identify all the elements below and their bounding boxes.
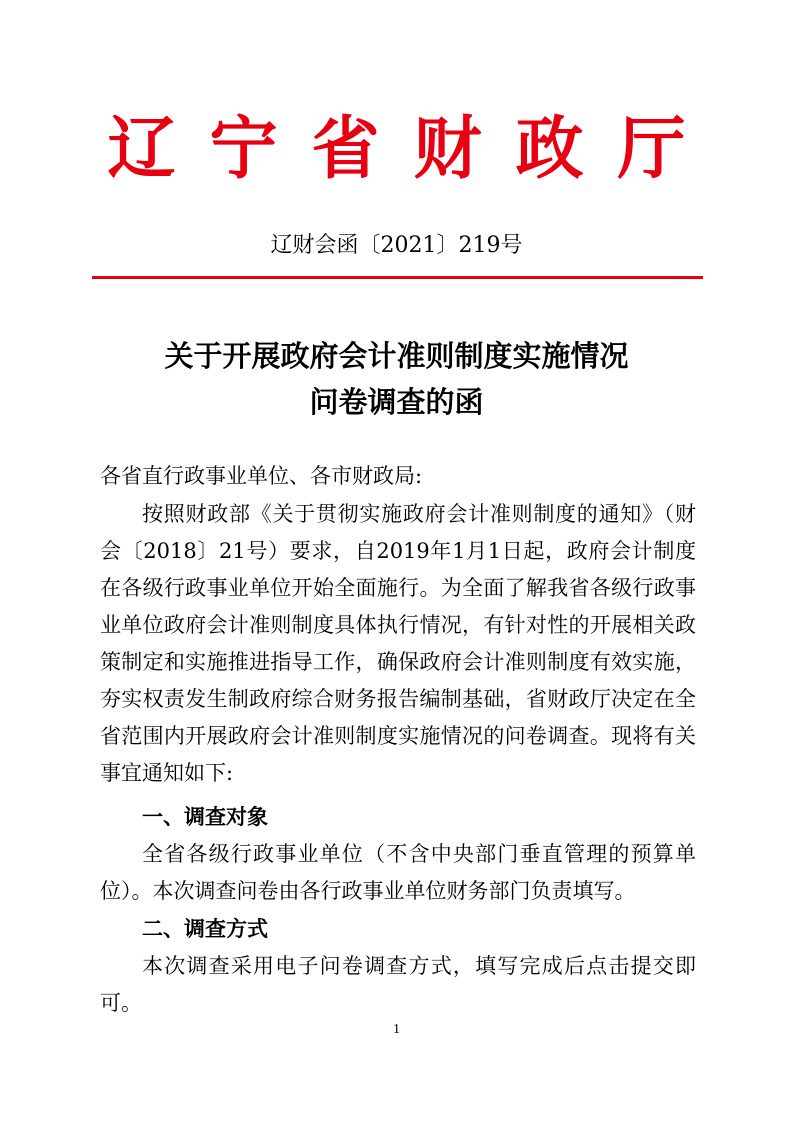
section-1-heading: 一、调查对象 — [142, 805, 268, 829]
section-2-body: 本次调查采用电子问卷调查方式，填写完成后点击提交即可。 — [100, 954, 696, 1015]
intro-paragraph: 按照财政部《关于贯彻实施政府会计准则制度的通知》（财会〔2018〕21号）要求，自2019年1月1日起，政府会计制度在各级行政事业单位开始全面施行。为全面了解我省各级行政事业单位政府会计准则制度具体执行情况，有针对性的开展相关政策制定和实施推进指导工作，确保政府会计准则制度有效实施，夯实权责发生制政府综合财务报告编制基础，省财政厅决定在全省范围内开展政府会计准则制度实施情况的问卷调查。现将有关事宜通知如下: — [100, 502, 696, 785]
section-2-heading: 二、调查方式 — [142, 917, 268, 941]
masthead-title: 辽宁省财政厅 — [107, 109, 720, 189]
document-number: 辽财会函〔2021〕219号 — [270, 233, 523, 258]
page-number: 1 — [393, 1022, 400, 1037]
section-1-body: 全省各级行政事业单位（不含中央部门垂直管理的预算单位）。本次调查问卷由各行政事业单位财务部门负责填写。 — [100, 842, 696, 903]
document-title-line-1: 关于开展政府会计准则制度实施情况 — [164, 339, 629, 373]
red-divider-line — [92, 276, 703, 279]
document-title-line-2: 问卷调查的函 — [309, 385, 484, 419]
salutation: 各省直行政事业单位、各市财政局: — [100, 464, 423, 488]
